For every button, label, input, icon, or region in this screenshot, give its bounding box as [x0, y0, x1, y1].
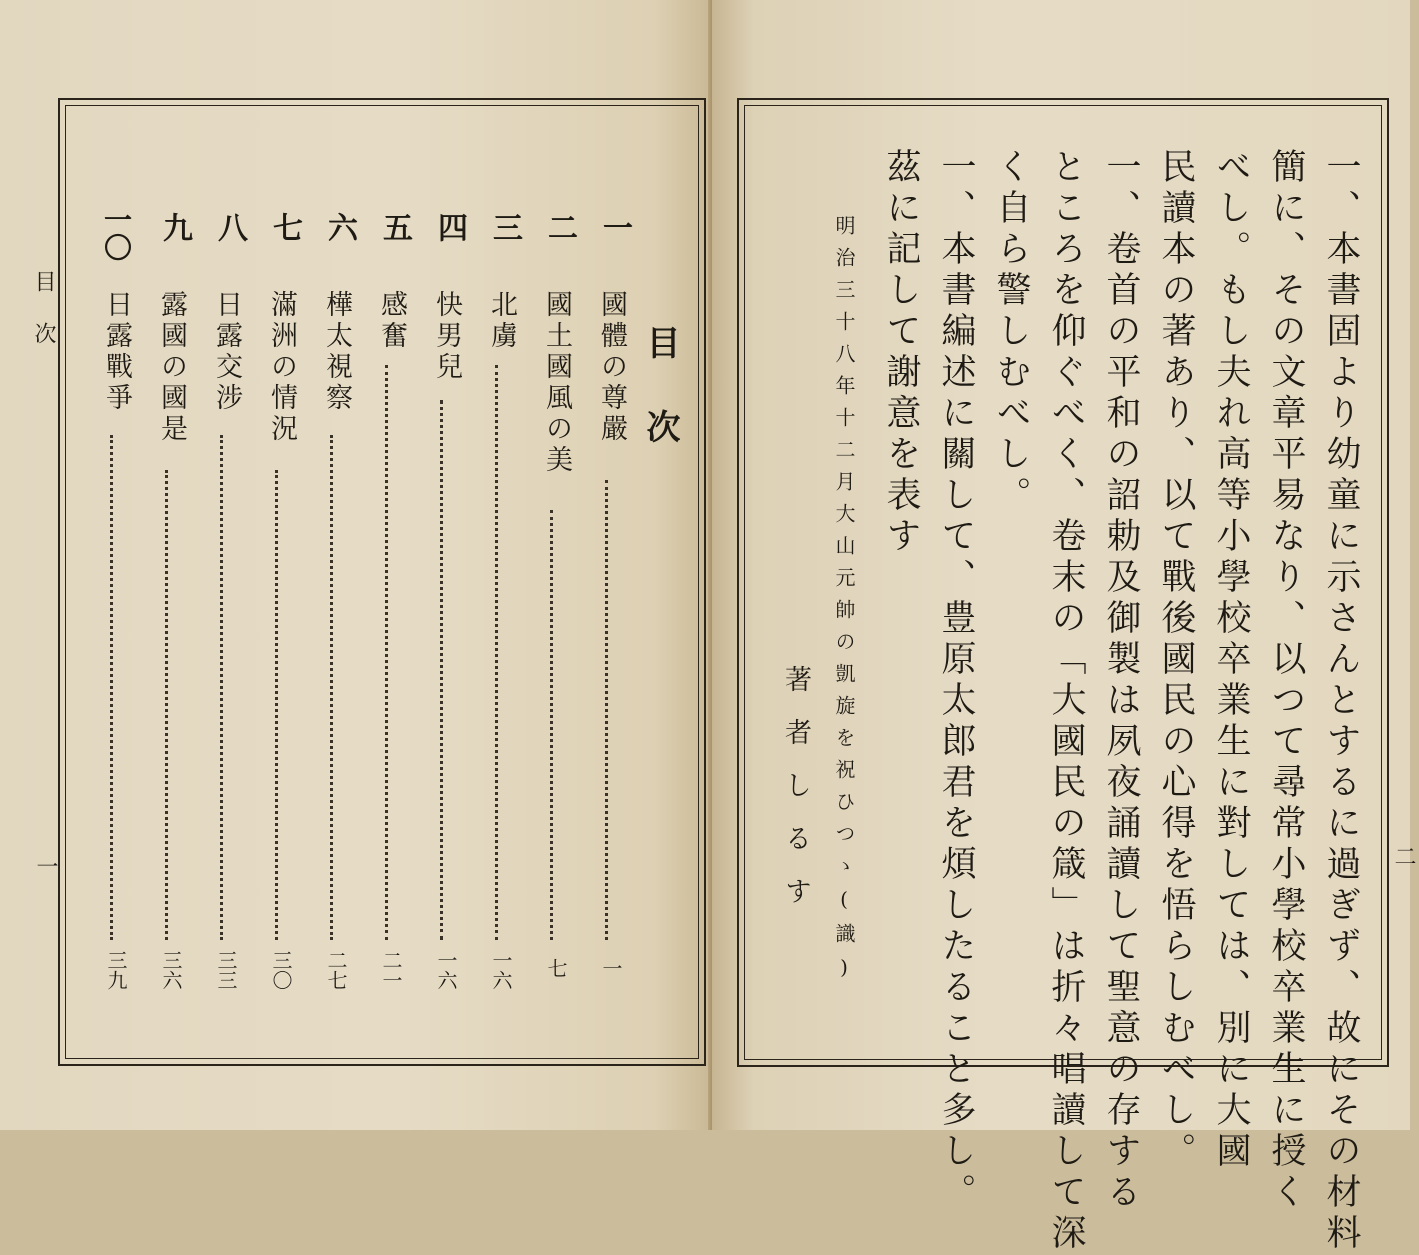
- toc-entry-page: 一: [599, 958, 623, 978]
- toc-entry-number: 一〇: [100, 205, 133, 261]
- right-page-number: 二: [1391, 845, 1416, 867]
- toc-entry-number: 六: [322, 212, 357, 242]
- toc-entry-number: 二: [542, 212, 577, 242]
- toc-leader-dots: [605, 480, 608, 940]
- toc-entry-title: 日露戰爭: [101, 290, 132, 414]
- toc-leader-dots: [220, 435, 223, 940]
- toc-entry-number: 一: [597, 212, 632, 242]
- toc-entry-title: 露國の國是: [156, 290, 187, 445]
- toc-entry-title: 滿洲の情況: [266, 290, 297, 445]
- toc-entry-page: 一六: [489, 950, 513, 990]
- margin-label: 目次: [31, 270, 56, 374]
- toc-entry-number: 三: [487, 212, 522, 242]
- toc-leader-dots: [275, 470, 278, 940]
- toc-entry-page: 三六: [159, 950, 183, 990]
- preface-line: 茲に記して謝意を表す: [881, 148, 921, 558]
- toc-entry-page: 二七: [324, 950, 348, 990]
- preface-line: く自ら警しむべし。: [991, 148, 1031, 517]
- toc-leader-dots: [385, 365, 388, 940]
- toc-entry-number: 四: [432, 212, 467, 242]
- toc-entry-number: 八: [212, 212, 247, 242]
- toc-leader-dots: [550, 510, 553, 940]
- toc-leader-dots: [165, 470, 168, 940]
- preface-line: 一、本書編述に關して、豊原太郎君を煩したること多し。: [936, 148, 976, 1214]
- toc-entry-number: 七: [267, 212, 302, 242]
- toc-entry-title: 感奮: [376, 290, 407, 352]
- toc-entry-title: 日露交涉: [211, 290, 242, 414]
- toc-entry-page: 三九: [104, 950, 128, 990]
- toc-title: 目次: [640, 325, 680, 493]
- preface-line: 一、卷首の平和の詔勅及御製は夙夜誦讀して聖意の存する: [1101, 148, 1141, 1214]
- toc-entry-page: 二一: [379, 950, 403, 990]
- toc-leader-dots: [440, 400, 443, 940]
- left-page: [0, 0, 712, 1130]
- preface-line: べし。もし夫れ高等小學校卒業生に對しては、別に大國: [1211, 148, 1251, 1173]
- preface-line: ところを仰ぐべく、卷末の「大國民の箴」は折々唱讀して深: [1046, 148, 1086, 1255]
- left-page-frame: [58, 98, 706, 1066]
- toc-leader-dots: [110, 435, 113, 940]
- toc-entry-title: 樺太視察: [321, 290, 352, 414]
- toc-entry-title: 快男兒: [431, 290, 462, 383]
- preface-line: 民讀本の著あり、以て戰後國民の心得を悟らしむべし。: [1156, 148, 1196, 1173]
- toc-entry-page: 三〇: [269, 950, 293, 990]
- toc-entry-page: 三三: [214, 950, 238, 990]
- toc-entry-page: 七: [544, 958, 568, 978]
- toc-entry-title: 北虜: [486, 290, 517, 352]
- left-page-number: 一: [33, 855, 58, 877]
- preface-line: 一、本書固より幼童に示さんとするに過ぎず、故にその材料: [1321, 148, 1361, 1255]
- toc-leader-dots: [330, 435, 333, 940]
- toc-entry-number: 九: [157, 212, 192, 242]
- toc-entry-title: 國土國風の美: [541, 290, 572, 476]
- toc-entry-title: 國體の尊嚴: [596, 290, 627, 445]
- preface-line: 簡に、その文章平易なり、以つて尋常小學校卒業生に授く: [1266, 148, 1306, 1214]
- preface-signature: 著者しるす: [780, 665, 811, 930]
- toc-entry-number: 五: [377, 212, 412, 242]
- preface-date-line: 明治三十八年十二月大山元帥の凱旋を祝ひつゝ(識): [832, 215, 856, 991]
- toc-entry-page: 一六: [434, 950, 458, 990]
- toc-leader-dots: [495, 365, 498, 940]
